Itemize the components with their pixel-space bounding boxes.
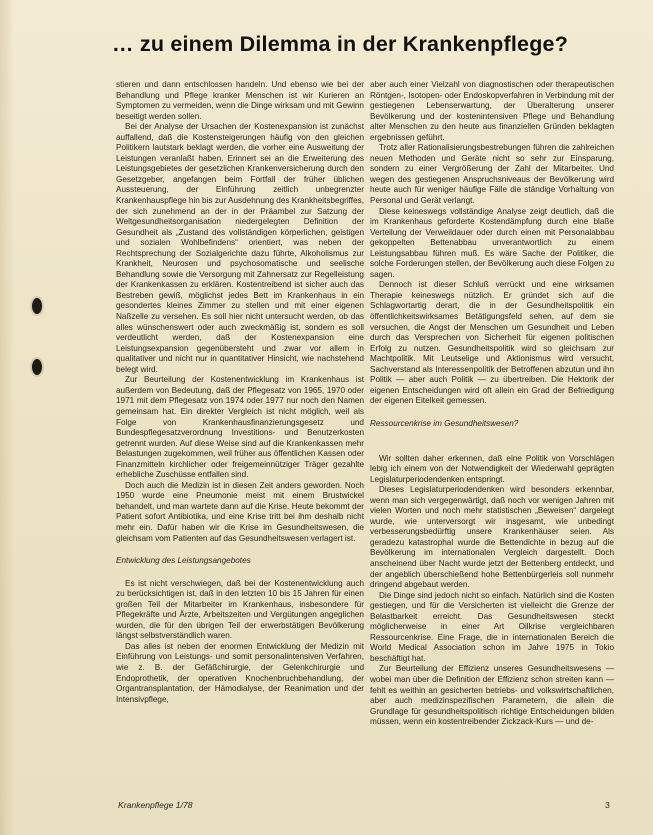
punch-hole-top xyxy=(32,298,42,314)
paragraph: Die Dinge sind jedoch nicht so einfach. Natürlich sind die Kosten gestiegen, und für die Versicherten ist vielleicht die Grenze der Belastbarkeit erreicht. Das Gesundheitswesen steckt möglicherweise in einer Art Oilkrise vergleichbaren Ressourcenkrise. Eine Frage, die in internationalen Bereich die World Medical Association schon im Jahre 1975 in Tokio beschäftigt hat. xyxy=(370,590,614,663)
paragraph: Zur Beurteilung der Kostenentwicklung im Krankenhaus ist außerdem von Bedeutung, daß der Pflegesatz von 1965, 1970 oder 1971 mit dem Pflegesatz von 1974 oder 1977 nur noch den Namen gemeinsam hat. Ein direkter Vergleich ist nicht möglich, weil als Folge von Krankenhausfinanzierungsgesetz und Bundespflegesatzverordnung Investitions- und Benutzerkosten getrennt wurden. Auf diese Weise sind auf die Krankenkassen mehr Belastungen zugekommen, weil früher aus öffentlichen Kassen oder Finanzmitteln kirchlicher oder freigemeinnütziger Träger gezahlte erhebliche Zuschüsse entfallen sind. xyxy=(116,375,364,480)
paragraph: Zur Beurteilung der Effizienz unseres Gesundheitswesens — wobei man über die Definition der Effizienz schon streiten kann — fehlt es weithin an gesicherten betriebs- und volkswirtschaftlichen, aber auch medizinspezifischen Parametern, die allein die Grundlage für gesundheitspolitisch richtige Entscheidungen bilden müssen, wenn ein kostentreibender Zickzack-Kurs — und de- xyxy=(370,664,614,727)
paragraph: stieren und dann entschlossen handeln. Und ebenso wie bei der Behandlung und Pflege kranker Menschen ist wir Kurieren an Symptomen zu vermeiden, wenn die Dinge wirksam und mit Gewinn beseitigt werden sollen. xyxy=(116,80,364,121)
paragraph: Das alles ist neben der enormen Entwicklung der Medizin mit Einführung von Leistungs- und somit personalintensiven Verfahren, wie z. B. der Gefäßchirurgie, der Gelenkchirurgie und Endoprothetik, der operativen Knochenbruchbehandlung, der Organtransplantation, der Hämodialyse, der Reanimation und der Intensivpflege, xyxy=(116,641,364,704)
journal-footer: Krankenpflege 1/78 xyxy=(118,800,193,810)
subheading: Entwicklung des Leistungsangebotes xyxy=(116,556,251,566)
paragraph: Trotz aller Rationalisierungsbestrebungen führen die zahlreichen neuen Methoden und Geräte nicht so sehr zur Einsparung, sondern zu einer Vergrößerung der Zahl der Mitarbeiter. Und wegen des gestiegenen Anspruchsniveaus der Bevölkerung wird heute auch für weniger häufige Fälle die ständige Vorhaltung von Personal und Gerät verlangt. xyxy=(370,143,614,206)
paragraph: Dieses Legislaturperiodendenken wird besonders erkennbar, wenn man sich vergegenwärtigt, daß noch vor wenigen Jahren mit vielen Worten und noch mehr statistischen „Beweisen“ dargelegt wurde, wie unterversorgt wir insgesamt, wie unbedingt verbesserungsbedürftig unsere Krankenhäuser seien. Als geradezu katastrophal wurde die Bettendichte in bezug auf die Bevölkerung im internationalen Vergleich dargestellt. Doch anscheinend über Nacht wurde jetzt der Bettenberg entdeckt, und der angeblich überschießend hohe Bettenbürgerleis soll nunmehr dringend abgebaut werden. xyxy=(370,485,614,590)
spacer xyxy=(370,442,614,454)
paragraph: Diese keineswegs vollständige Analyse zeigt deutlich, daß die im Krankenhaus geforderte Kostendämpfung durch eine blaße Verteilung der Verweildauer oder durch einen mit Personalabbau gekoppelten Bettenabbau unverantwortlich zu einem Leistungsabbau führen muß. Es wäre Sache der Politiker, die solche Forderungen stellen, der Bevölkerung auch diese Folgen zu sagen. xyxy=(370,206,614,279)
paragraph: Wir sollten daher erkennen, daß eine Politik von Vorschlägen lebig ich einem von der Notwendigkeit der Wiederwahl geprägten Legislaturperiodendenken entspringt. xyxy=(370,453,614,484)
paragraph: aber auch einer Vielzahl von diagnostischen oder therapeutischen Röntgen-, Isotopen- oder Endoskopverfahren in Verbindung mit der gestiegenen Lebenserwartung, der Überalterung unserer Bevölkerung und der kostenintensiven Pflege und Behandlung alter Menschen zu den heute aus finanziellen Gründen beklagten ergebnissen geführt. xyxy=(370,80,614,142)
subheading: Ressourcenkrise im Gesundheitswesen? xyxy=(370,418,519,428)
article-title: … zu einem Dilemma in der Krankenpflege? xyxy=(112,32,569,56)
paragraph: Es ist nicht verschwiegen, daß bei der Kostenentwicklung auch zu berücksichtigen ist, daß in den letzten 10 bis 15 Jahren für einen großen Teil der Mitarbeiter im Krankenhaus, insbesondere für Pflegekräfte und Ärzte, Arbeitszeiten und Vergütungen angeglichen wurden, die für den übrigen Teil der erwerbstätigen Bevölkerung längst selbstverständlich waren. xyxy=(116,578,364,641)
paragraph: Doch auch die Medizin ist in diesen Zeit anders geworden. Noch 1950 wurde eine Pneumonie meist mit einem Brustwickel behandelt, und man wartete dann auf die Krise. Heute bekommt der Patient sofort Antibiotika, und eine Krise tritt bei ihm deshalb nicht mehr ein. Dafür haben wir die Krise im Gesundheitswesen, die gleichsam vom Patienten auf das Gesundheitswesen verlagert ist. xyxy=(116,480,364,543)
paragraph: Dennoch ist dieser Schluß verrückt und eine wirksamen Therapie keineswegs nützlich. Er gründet sich auf die Schlagwortartig derart, die in der Gesundheitspolitik ein öffentlichkeitswirksames Betätigungsfeld sehen, auf dem sie versuchen, die Angst der Menschen um Gesundheit und Leben durch das Versprechen von Sicherheit für eigenen politischen Erfolg zu nutzen. Gesundheitspolitik wird so gleichsam zur Machtpolitik. Mit Leutselige und Aktionismus wird versucht, Sachverstand als Interessenpolitik der Betroffenen abzutun und ihn Politik — aber auch Politik — zu übertreiben. Die Hektorik der eigenen Entscheidungen wird oft allein ein Grad der Befriedigung der eigenen Eitelkeit gemessen. xyxy=(370,280,614,406)
punch-hole-bottom xyxy=(32,359,42,375)
left-column xyxy=(116,80,364,785)
right-column xyxy=(370,80,614,785)
paragraph: Bei der Analyse der Ursachen der Kostenexpansion ist zunächst auffallend, daß die Kostensteigerungen häufig von den gleichen Politikern lautstark beklagt werden, die vorher eine Ausweitung der Leistungen veranlaßt haben. Erinnert sei an die Erweiterung des Leistungsgebietes der gesetzlichen Krankenversicherung durch den Gesetzgeber, angefangen beim Fortfall der früher üblichen Aussteuerung, der Einführung zeitlich unbegrenzter Krankenhauspflege hin bis zur Ausdehnung des Krankheitsbegriffes, der sich zunehmend an der in der Präambel zur Satzung der Weltgesundheitsorganisation niedergelegten Definition der Gesundheit als „Zustand des vollständigen körperlichen, geistigen und sozialen Wohlbefindens“ orientiert, was neben der Rechtsprechung der Sozialgerichte dazu führte, Alkoholismus zur Krankheit, Neurosen und psychosomatische und seelische Behandlung sowie die Versorgung mit Zahnersatz zur Regelleistung der Krankenkassen zu erklären. Kostentreibend ist sicher auch das Bestreben gewiß, möglichst jedes Bett im Krankenhaus in ein gesondertes kleines Zimmer zu stellen und mit einer eigenen Naßzelle zu versehen. Es soll hier nicht untersucht werden, ob das alles wünschenswert oder auch zweckmäßig ist, sondern es soll verdeutlicht werden, daß der Kostenexpansion eine Leistungsexpansion gegenübersteht und zwar vor allem in qualitativer und nicht nur in quantitativer Hinsicht, wie nachstehend belegt wird. xyxy=(116,122,364,374)
page-number: 3 xyxy=(605,800,610,810)
